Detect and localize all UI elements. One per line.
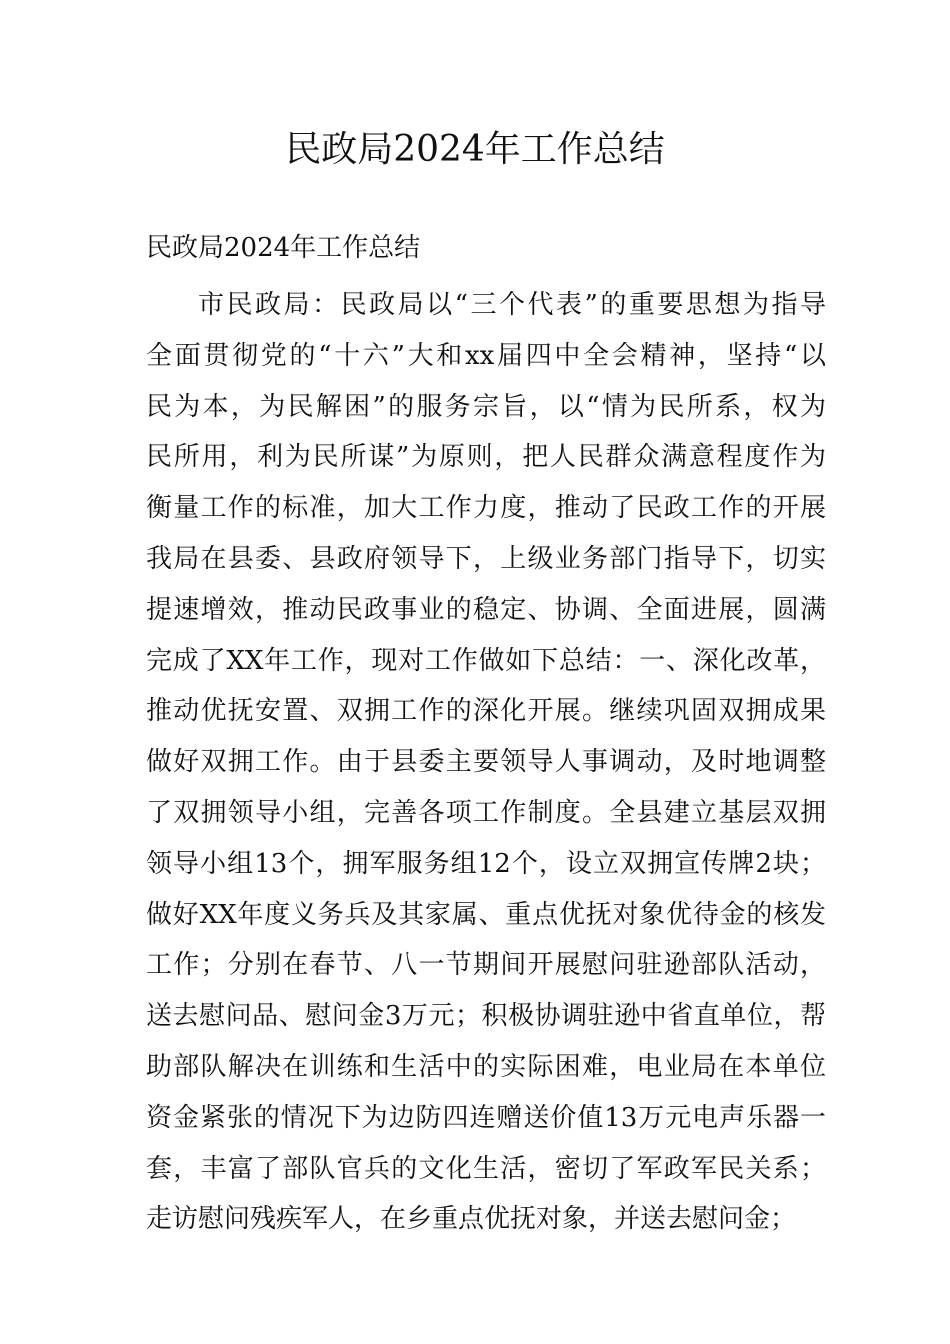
body-line: 推动优抚安置、双拥工作的深化开展。继续巩固双拥成果 bbox=[146, 696, 826, 727]
body-line: 完成了XX年工作，现对工作做如下总结：一、深化改革， bbox=[146, 645, 826, 676]
body-line: 了双拥领导小组，完善各项工作制度。全县建立基层双拥 bbox=[146, 797, 826, 828]
body-line: 做好双拥工作。由于县委主要领导人事调动，及时地调整 bbox=[146, 747, 826, 778]
body-line: 市民政局：民政局以“三个代表”的重要思想为指导 bbox=[198, 290, 826, 320]
document-title: 民政局2024年工作总结 bbox=[285, 129, 665, 170]
body-line: 走访慰问残疾军人，在乡重点优抚对象，并送去慰问金； bbox=[146, 1204, 797, 1235]
body-line: 助部队解决在训练和生活中的实际困难，电业局在本单位 bbox=[146, 1051, 826, 1082]
body-line: 做好XX年度义务兵及其家属、重点优抚对象优待金的核发 bbox=[146, 899, 826, 930]
body-line: 全面贯彻党的“十六”大和xx届四中全会精神，坚持“以 bbox=[146, 340, 826, 371]
body-line: 资金紧张的情况下为边防四连赠送价值13万元电声乐器一 bbox=[146, 1102, 826, 1133]
body-line: 工作；分别在春节、八一节期间开展慰问驻逊部队活动， bbox=[146, 950, 826, 981]
body-line: 送去慰问品、慰问金3万元；积极协调驻逊中省直单位，帮 bbox=[146, 1001, 826, 1032]
document-subtitle: 民政局2024年工作总结 bbox=[146, 233, 421, 263]
body-line: 民所用，利为民所谋”为原则，把人民群众满意程度作为 bbox=[146, 442, 826, 473]
body-line: 民为本，为民解困”的服务宗旨，以“情为民所系，权为 bbox=[146, 391, 826, 422]
body-line: 提速增效，推动民政事业的稳定、协调、全面进展，圆满 bbox=[146, 594, 826, 625]
body-line: 我局在县委、县政府领导下，上级业务部门指导下，切实 bbox=[146, 543, 826, 574]
body-line: 套，丰富了部队官兵的文化生活，密切了军政军民关系； bbox=[146, 1153, 826, 1184]
document-body bbox=[146, 280, 826, 1245]
body-line: 领导小组13个，拥军服务组12个，设立双拥宣传牌2块； bbox=[146, 848, 826, 879]
body-line: 衡量工作的标准，加大工作力度，推动了民政工作的开展 bbox=[146, 493, 826, 524]
